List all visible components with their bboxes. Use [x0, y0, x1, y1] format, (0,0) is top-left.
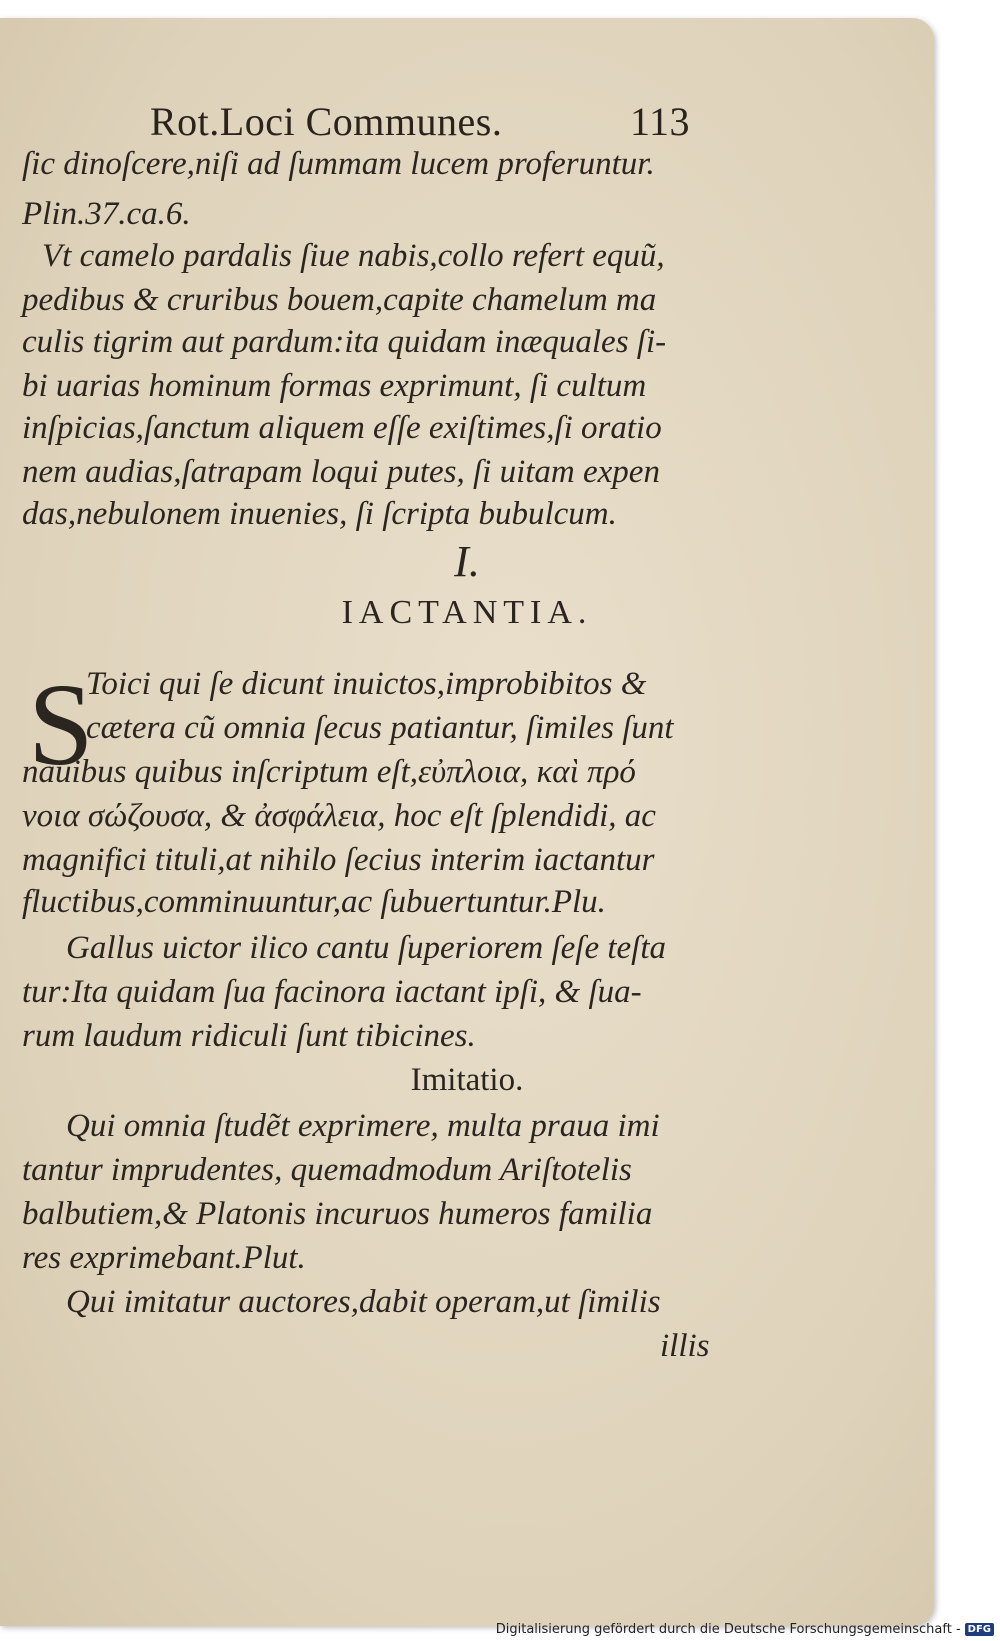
text-line: das,nebulonem inuenies, ſi ſcripta bubulcum.	[22, 496, 617, 532]
text-line: νοια σώζουσα, & ἀσφάλεια, hoc eſt ſplendidi, ac	[22, 798, 656, 834]
text-line: res exprimebant.Plut.	[22, 1240, 306, 1276]
section-number: I.	[454, 537, 480, 586]
text-line: tur:Ita quidam ſua facinora iactant ipſi, & ſua-	[22, 974, 642, 1010]
text-line: Toici qui ſe dicunt inuictos,improbibitos &	[86, 666, 647, 702]
text-line: pedibus & cruribus bouem,capite chamelum ma	[22, 282, 657, 318]
text-line: inſpicias,ſanctum aliquem eſſe exiſtimes,ſi oratio	[22, 410, 662, 446]
text-line: magnifici tituli,at nihilo ſecius interim iactantur	[22, 842, 655, 878]
text-line: nem audias,ſatrapam loqui putes, ſi uitam expen	[22, 454, 660, 490]
dfg-logo: DFG	[965, 1623, 994, 1636]
text-line: fluctibus,comminuuntur,ac ſubuertuntur.Plu.	[22, 884, 606, 920]
text-line: cætera cũ omnia ſecus patiantur, ſimiles ſunt	[86, 710, 674, 746]
text-line: Vt camelo pardalis ſiue nabis,collo refert equũ,	[42, 238, 665, 274]
page-number: 113	[629, 99, 690, 144]
text-line: Gallus uictor ilico cantu ſuperiorem ſeſe teſta	[66, 930, 667, 966]
text-line: Qui imitatur auctores,dabit operam,ut ſimilis	[66, 1284, 661, 1320]
text-line: Qui omnia ſtudẽt exprimere, multa praua imi	[66, 1108, 660, 1144]
text-line: ſic dinoſcere,niſi ad ſummam lucem proferuntur.	[22, 146, 655, 182]
text-line: bi uarias hominum formas exprimunt, ſi cultum	[22, 368, 647, 404]
book-page	[0, 18, 934, 1626]
text-line: tantur imprudentes, quemadmodum Ariſtotelis	[22, 1152, 632, 1188]
section-title: IACTANTIA.	[341, 594, 593, 631]
text-line: culis tigrim aut pardum:ita quidam inæquales ſi-	[22, 324, 667, 360]
text-line: balbutiem,& Platonis incuruos humeros familia	[22, 1196, 653, 1232]
text-line: rum laudum ridiculi ſunt tibicines.	[22, 1018, 476, 1054]
footer-text: Digitalisierung gefördert durch die Deutsche Forschungsgemeinschaft -	[495, 1622, 961, 1637]
text-line: nauibus quibus inſcriptum eſt,εὐπλοια, καὶ πρό	[22, 754, 636, 790]
running-title: Rot.Loci Communes.	[150, 99, 503, 144]
digitization-footer	[496, 1622, 994, 1637]
text-line: Plin.37.ca.6.	[22, 196, 191, 232]
subheading: Imitatio.	[410, 1062, 524, 1098]
catchword: illis	[660, 1328, 710, 1364]
drop-cap: S	[28, 659, 94, 790]
